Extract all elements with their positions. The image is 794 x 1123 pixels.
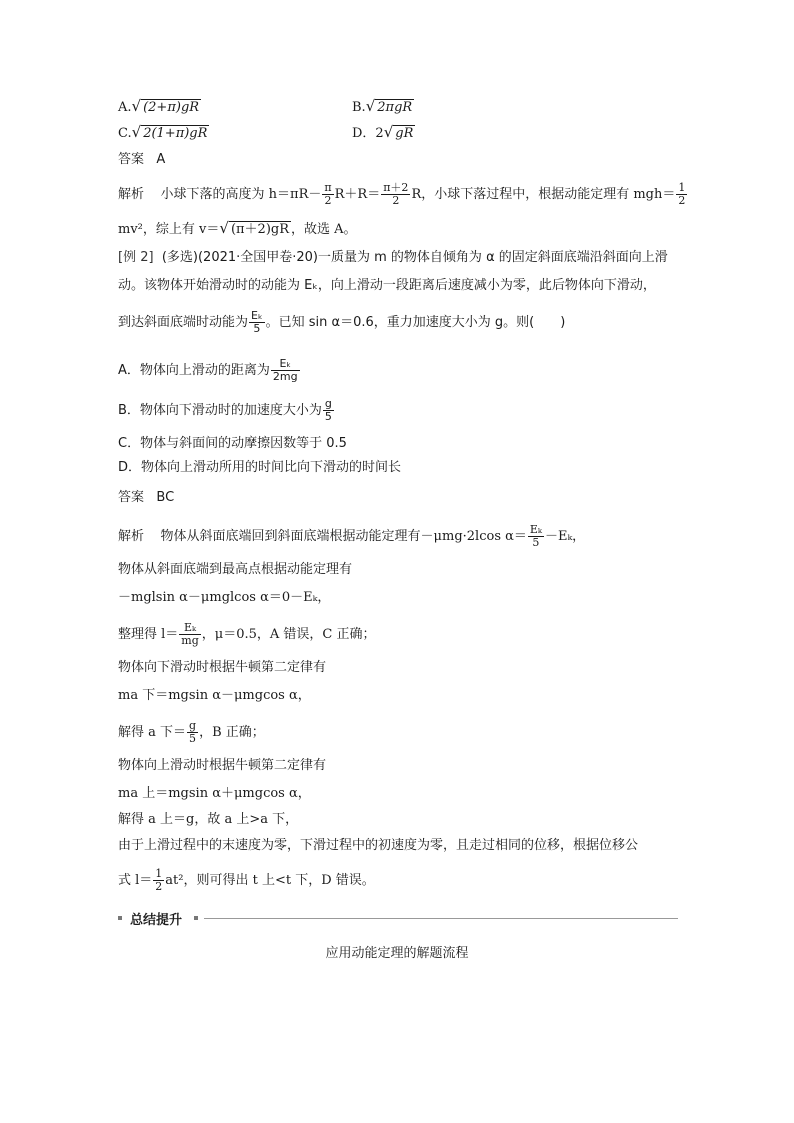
option-b-expr: 2πgR	[377, 100, 413, 115]
numerator: 1	[155, 867, 163, 880]
analysis-2-line-4	[118, 622, 376, 647]
text: ，μ＝0.5，A 错误，C 正确；	[201, 627, 376, 642]
text: ma 下＝mgsin α－μmgcos α，	[118, 688, 311, 703]
denominator: 2mg	[272, 370, 298, 383]
option-c-expr: 2(1+π)gR	[143, 126, 208, 141]
text: －mglsin α－μmglcos α＝0－Eₖ，	[118, 590, 331, 605]
text: 解得 a 下＝	[118, 725, 187, 740]
denominator: 2	[324, 194, 332, 207]
example-2-line-3	[118, 310, 565, 335]
summary-header	[118, 912, 678, 926]
answer-2	[118, 488, 174, 508]
answer-value: A	[156, 152, 166, 167]
sqrt-symbol: √	[219, 219, 229, 237]
analysis-2-line-12	[118, 868, 375, 893]
text: 整理得 l＝	[118, 627, 179, 642]
example-2-line-2	[118, 276, 656, 296]
denominator: mg	[181, 634, 199, 647]
text: ，B 正确；	[199, 725, 265, 740]
analysis-2-line-5	[118, 658, 326, 678]
numerator: Eₖ	[529, 523, 542, 536]
sqrt-expr: (π＋2)gR	[230, 222, 290, 237]
answer-label: 答案	[118, 152, 145, 167]
sqrt-symbol: √	[383, 123, 394, 141]
text: 。已知 sin α＝0.6，重力加速度大小为 g。则( )	[265, 315, 566, 330]
option-a-label: A.	[118, 100, 132, 115]
fraction	[179, 622, 200, 647]
choice-d	[118, 458, 401, 478]
text: 动。该物体开始滑动时的动能为 Eₖ，向上滑动一段距离后速度减小为零，此后物体向下滑动，	[118, 278, 656, 293]
denominator: 5	[189, 732, 197, 745]
analysis-2-line-10	[118, 810, 298, 830]
option-c	[118, 122, 209, 144]
denominator: 5	[253, 322, 261, 335]
section-title: 应用动能定理的解题流程	[325, 946, 469, 961]
denominator: 2	[392, 194, 400, 207]
text: 小球下落的高度为 h＝πR－	[160, 187, 322, 202]
numerator: g	[323, 398, 334, 411]
choice-c	[118, 434, 347, 454]
analysis-2-line-6	[118, 686, 311, 706]
numerator: 1	[678, 181, 686, 194]
bullet-icon	[118, 916, 122, 920]
text: 物体从斜面底端回到斜面底端根据动能定理有－μmg·2lcos α＝	[160, 529, 527, 544]
summary-label: 总结提升	[130, 913, 183, 928]
answer-label: 答案	[118, 490, 145, 505]
answer-1	[118, 150, 165, 170]
numerator: π＋2	[383, 181, 409, 194]
analysis-2-line-11	[118, 836, 638, 856]
analysis-2-line-7	[118, 720, 265, 745]
text: A．物体向上滑动的距离为	[118, 363, 270, 378]
text: 物体从斜面底端到最高点根据动能定理有	[118, 562, 353, 577]
fraction	[528, 524, 544, 549]
option-d	[352, 122, 415, 144]
choice-a	[118, 358, 301, 383]
sqrt-symbol: √	[365, 97, 376, 115]
denominator: 2	[155, 880, 163, 893]
fraction	[323, 398, 334, 423]
option-a-expr: (2+π)gR	[143, 100, 200, 115]
analysis-label: 解析	[118, 529, 145, 544]
fraction	[249, 310, 265, 335]
answer-value: BC	[156, 490, 175, 505]
analysis-1-line-1	[118, 182, 688, 207]
denominator: 5	[532, 536, 540, 549]
sqrt-symbol: √	[131, 123, 142, 141]
fraction	[153, 868, 164, 893]
fraction	[271, 358, 300, 383]
text: mv²，综上有 v＝	[118, 222, 220, 237]
divider	[204, 918, 678, 919]
option-c-label: C.	[118, 126, 132, 141]
numerator: Eₖ	[179, 622, 200, 635]
numerator: Eₖ	[271, 358, 300, 371]
example-2-line-1	[118, 248, 668, 268]
text: ，故选 A。	[291, 222, 357, 237]
choice-b	[118, 398, 335, 423]
analysis-2-line-9	[118, 784, 311, 804]
option-d-label: D．2	[352, 126, 384, 141]
analysis-2-line-2	[118, 560, 352, 580]
option-b-label: B.	[352, 100, 366, 115]
text: at²，则可得出 t 上<t 下，D 错误。	[165, 873, 375, 888]
text: 物体向下滑动时根据牛顿第二定律有	[118, 660, 327, 675]
analysis-2-line-1	[118, 524, 585, 549]
text: 物体向上滑动时根据牛顿第二定律有	[118, 758, 327, 773]
analysis-label: 解析	[118, 187, 145, 202]
text: (多选)(2021·全国甲卷·20)一质量为 m 的物体自倾角为 α 的固定斜面底端沿斜面向上滑	[161, 250, 668, 265]
analysis-2-line-8	[118, 756, 326, 776]
fraction	[322, 182, 333, 207]
fraction	[381, 182, 410, 207]
example-tag: [例 2]	[118, 250, 154, 265]
denominator: 5	[324, 410, 332, 423]
text: 由于上滑过程中的末速度为零，下滑过程中的初速度为零，且走过相同的位移，根据位移公	[118, 838, 639, 853]
analysis-2-line-3	[118, 588, 330, 608]
text: R＋R＝	[334, 187, 381, 202]
text: ma 上＝mgsin α＋μmgcos α，	[118, 786, 311, 801]
text: R，小球下落过程中，根据动能定理有 mgh＝	[411, 187, 676, 202]
analysis-1-line-2	[118, 218, 357, 240]
text: 到达斜面底端时动能为	[118, 315, 249, 330]
text: D．物体向上滑动所用的时间比向下滑动的时间长	[118, 460, 402, 475]
fraction	[187, 720, 198, 745]
numerator: g	[189, 719, 197, 732]
text: 解得 a 上＝g，故 a 上>a 下，	[118, 812, 299, 827]
text: C．物体与斜面间的动摩擦因数等于 0.5	[118, 436, 347, 451]
text: 式 l＝	[118, 873, 153, 888]
bullet-icon	[194, 916, 198, 920]
option-a	[118, 96, 201, 118]
denominator: 2	[678, 194, 686, 207]
fraction	[676, 182, 687, 207]
sqrt-symbol: √	[131, 97, 142, 115]
option-d-expr: gR	[395, 126, 414, 141]
text: －Eₖ，	[544, 529, 586, 544]
numerator: Eₖ	[251, 309, 263, 322]
text: B．物体向下滑动时的加速度大小为	[118, 403, 322, 418]
numerator: π	[324, 181, 332, 194]
option-b	[352, 96, 414, 118]
